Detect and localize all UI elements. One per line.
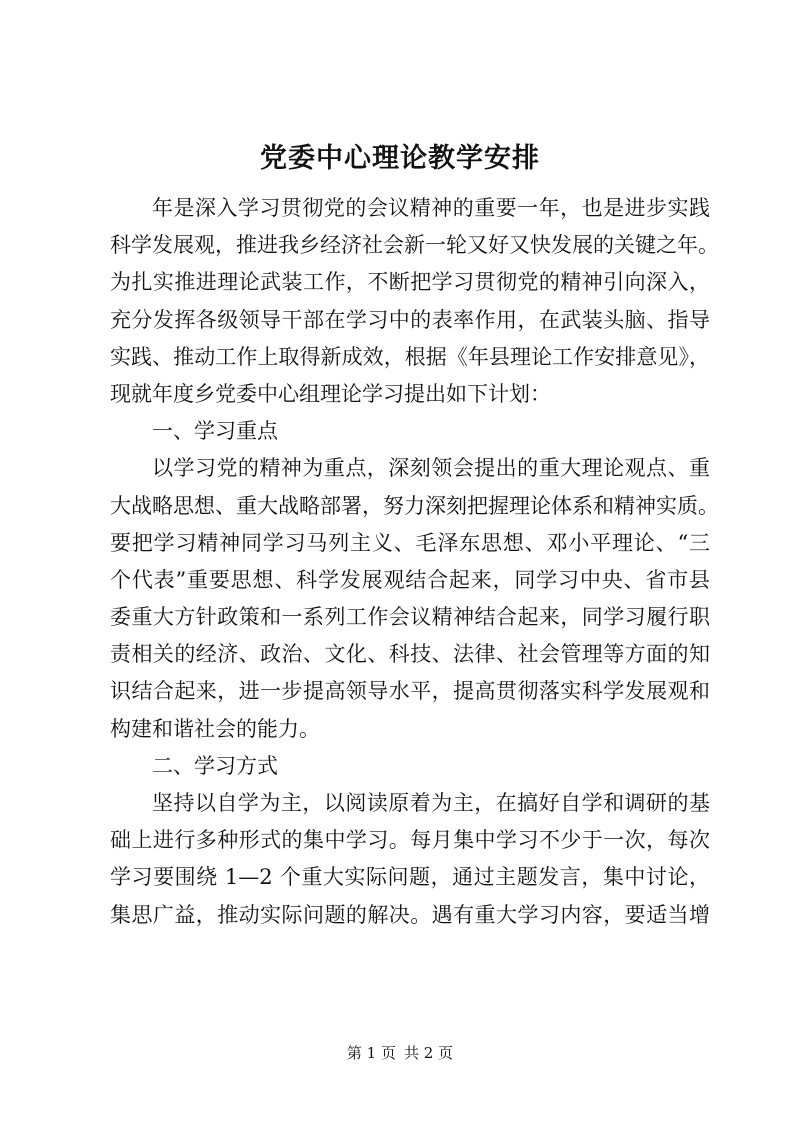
page-total: 共 2 页 <box>404 1044 454 1062</box>
body-line: 委重大方针政策和一系列工作会议精神结合起来，同学习履行职 <box>110 605 710 630</box>
body-line: 构建和谐社会的能力。 <box>110 716 320 741</box>
body-line: 础上进行多种形式的集中学习。每月集中学习不少于一次，每次 <box>110 828 710 853</box>
document-body <box>110 190 719 934</box>
body-line: 个代表”重要思想、科学发展观结合起来，同学习中央、省市县 <box>110 567 710 592</box>
section-heading-2: 二、学习方式 <box>152 753 278 778</box>
body-line: 充分发挥各级领导干部在学习中的表率作用，在武装头脑、指导 <box>110 307 710 332</box>
body-line: 学习要围绕 1—2 个重大实际问题，通过主题发言，集中讨论， <box>110 865 710 890</box>
body-line: 集思广益，推动实际问题的解决。遇有重大学习内容，要适当增 <box>110 902 710 927</box>
body-line: 识结合起来，进一步提高领导水平，提高贯彻落实科学发展观和 <box>110 679 710 704</box>
body-line: 大战略思想、重大战略部署，努力深刻把握理论体系和精神实质。 <box>110 493 719 518</box>
body-line: 为扎实推进理论武装工作，不断把学习贯彻党的精神引向深入， <box>110 270 710 295</box>
page-footer <box>0 1043 800 1063</box>
document-title: 党委中心理论教学安排 <box>260 143 540 174</box>
body-line: 要把学习精神同学习马列主义、毛泽东思想、邓小平理论、“三 <box>110 530 710 555</box>
body-line: 年是深入学习贯彻党的会议精神的重要一年，也是进步实践 <box>152 196 710 220</box>
page-number: 第 1 页 <box>346 1044 396 1062</box>
body-line: 责相关的经济、政治、文化、科技、法律、社会管理等方面的知 <box>110 642 710 667</box>
section-heading-1: 一、学习重点 <box>152 419 278 444</box>
body-line: 以学习党的精神为重点，深刻领会提出的重大理论观点、重 <box>152 456 710 481</box>
body-line: 坚持以自学为主，以阅读原着为主，在搞好自学和调研的基 <box>152 791 710 815</box>
body-line: 实践、推动工作上取得新成效，根据《年县理论工作安排意见》， <box>110 344 710 369</box>
body-line: 科学发展观，推进我乡经济社会新一轮又好又快发展的关键之年。 <box>110 233 719 258</box>
body-line: 现就年度乡党委中心组理论学习提出如下计划： <box>110 381 551 406</box>
